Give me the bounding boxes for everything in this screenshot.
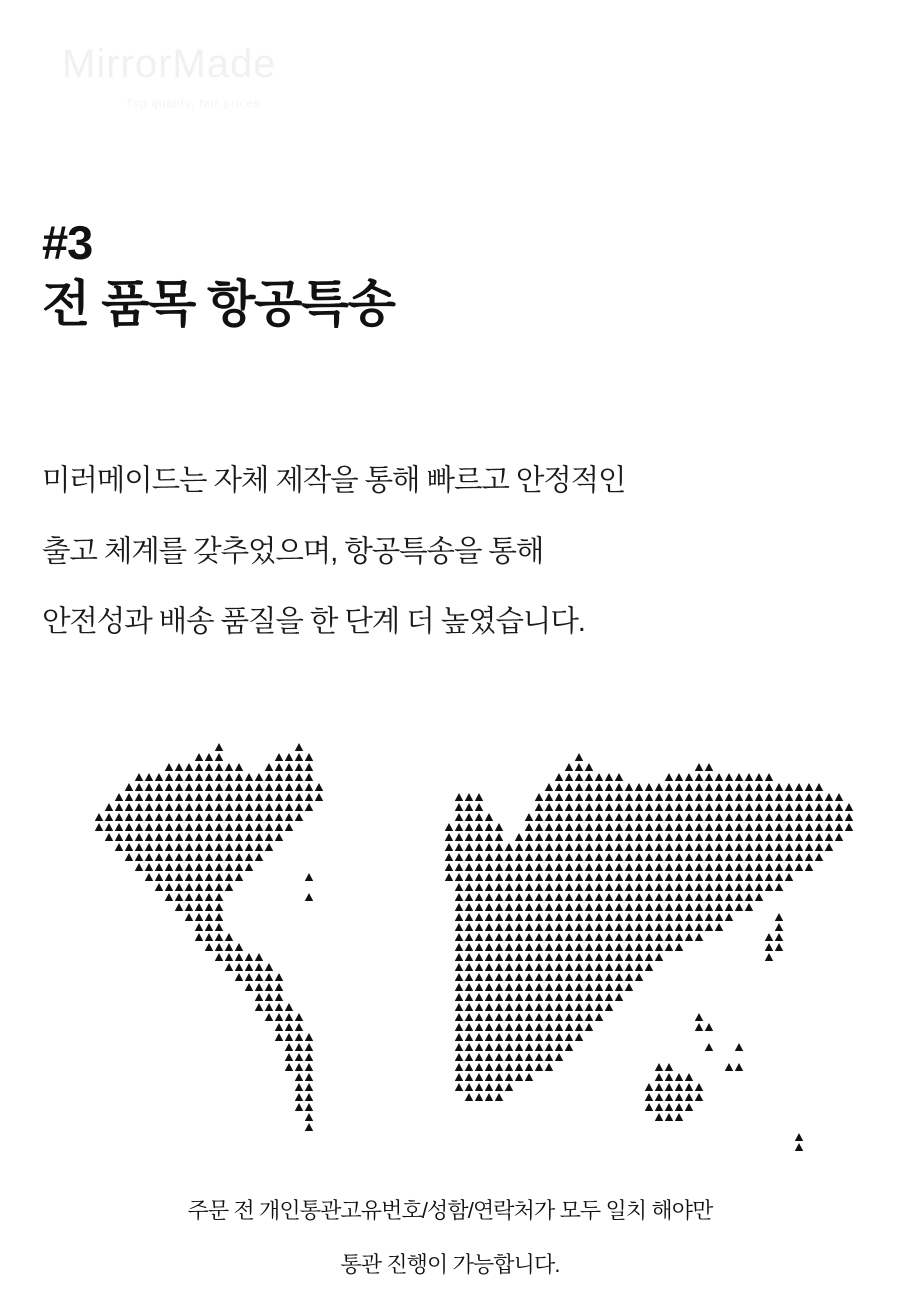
footnote: [0, 1200, 900, 1276]
heading-block: [42, 218, 858, 334]
body-line: 안전성과 배송 품질을 한 단계 더 높였습니다.: [42, 605, 585, 638]
footnote-line: 주문 전 개인통관고유번호/성함/연락처가 모두 일치 해야만: [187, 1198, 713, 1223]
world-map-icon: [54, 742, 854, 1152]
body-copy: [42, 466, 872, 637]
footnote-line: 통관 진행이 가능합니다.: [340, 1252, 560, 1277]
brand-watermark-tagline: Top quality, fair prices: [126, 98, 261, 110]
body-line: 출고 체계를 갖추었으며, 항공특송을 통해: [42, 534, 544, 568]
brand-watermark-title: MirrorMade: [62, 42, 277, 86]
brand-watermark: [62, 44, 362, 130]
page-title: 전 품목 항공특송: [42, 276, 395, 333]
body-line: 미러메이드는 자체 제작을 통해 빠르고 안정적인: [42, 464, 626, 497]
section-number: #3: [42, 216, 93, 269]
